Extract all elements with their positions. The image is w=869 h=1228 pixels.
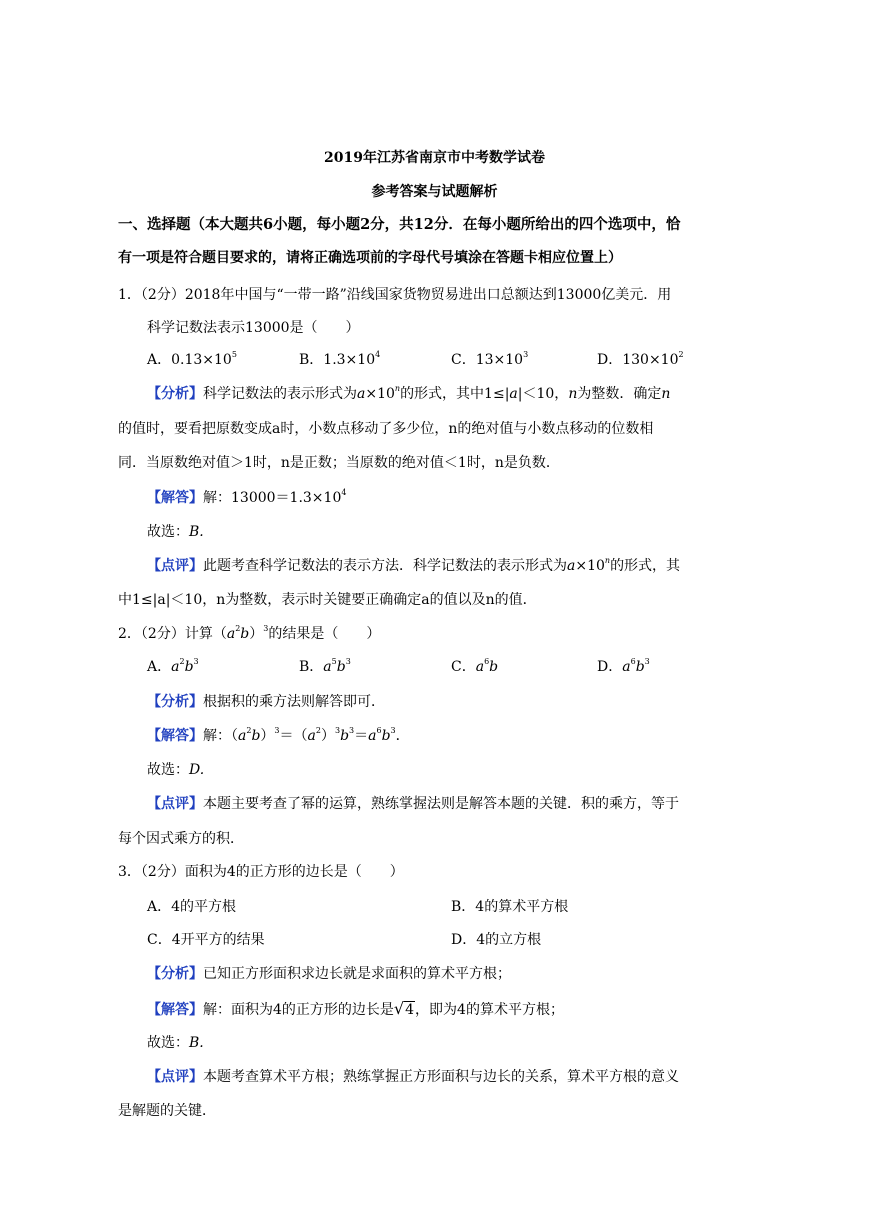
q1-option-c: C．$13\times 10^3$ — [451, 350, 529, 368]
q3-stem: 3．（2分）面积为4的正方形的边长是（ ） — [118, 864, 404, 880]
q1-choice: 故选：B. — [147, 524, 204, 540]
q1-analysis-line1: 【分析】科学记数法的表示形式为$a\times 10^n$的形式，其中1≤|a|＜10，n为整数．确定n — [147, 384, 671, 402]
analysis-tag: 【分析】 — [147, 694, 203, 710]
answer-tag: 【解答】 — [147, 728, 203, 744]
q3-option-d: D．4的立方根 — [451, 932, 542, 948]
q1-option-b: B．$1.3\times 10^4$ — [299, 350, 381, 368]
q2-option-a: A．$a^2b^3$ — [147, 657, 199, 675]
page-subtitle: 参考答案与试题解析 — [371, 184, 498, 200]
answer-tag: 【解答】 — [147, 490, 203, 506]
q1-stem-line2: 科学记数法表示13000是（ ） — [147, 320, 360, 336]
q2-comment-line2: 每个因式乘方的积． — [118, 831, 244, 847]
q1-comment-line2: 中1≤|a|＜10，n为整数，表示时关键要正确确定a的值以及n的值． — [118, 592, 537, 608]
q1-analysis-line3: 同．当原数绝对值＞1时，n是正数；当原数的绝对值＜1时，n是负数． — [118, 455, 560, 471]
q3-analysis: 【分析】已知正方形面积求边长就是求面积的算术平方根； — [147, 966, 511, 982]
q3-option-c: C．4开平方的结果 — [147, 932, 265, 948]
q1-option-d: D．$130\times 10^2$ — [597, 350, 684, 368]
q3-comment-line2: 是解题的关键． — [118, 1103, 216, 1119]
analysis-tag: 【分析】 — [147, 966, 203, 982]
q2-choice: 故选：D. — [147, 762, 205, 778]
comment-tag: 【点评】 — [147, 1069, 203, 1085]
q3-choice: 故选：B. — [147, 1035, 204, 1051]
page-title: 2019年江苏省南京市中考数学试卷 — [324, 150, 545, 166]
q3-comment-line1: 【点评】本题考查算术平方根；熟练掌握正方形面积与边长的关系，算术平方根的意义 — [147, 1069, 679, 1085]
analysis-tag: 【分析】 — [147, 386, 203, 402]
q2-option-b: B．$a^5b^3$ — [299, 657, 351, 675]
comment-tag: 【点评】 — [147, 558, 203, 574]
section-heading-line2: 有一项是符合题目要求的，请将正确选项前的字母代号填涂在答题卡相应位置上） — [118, 250, 622, 266]
section-heading-line1: 一、选择题（本大题共6小题，每小题2分，共12分．在每小题所给出的四个选项中，恰 — [118, 216, 681, 233]
q2-option-c: C．$a^6b$ — [451, 657, 499, 675]
q1-stem-line1: 1．（2分）2018年中国与“一带一路”沿线国家货物贸易进出口总额达到13000亿美元．用 — [118, 287, 672, 303]
comment-tag: 【点评】 — [147, 796, 203, 812]
q2-answer: 【解答】解：$(a^2b)^3=(a^2)^3b^3=a^6b^3$． — [147, 726, 410, 744]
q1-answer: 【解答】解：$13000=1.3\times 10^4$ — [147, 488, 347, 506]
q1-option-a: A．$0.13\times 10^5$ — [147, 350, 237, 368]
q2-stem: 2．（2分）计算$(a^2b)^3$的结果是（ ） — [118, 624, 381, 642]
answer-tag: 【解答】 — [147, 1002, 203, 1018]
q3-option-a: A．4的平方根 — [147, 899, 237, 915]
sqrt-symbol: √4 — [393, 999, 415, 1018]
q3-option-b: B．4的算术平方根 — [451, 899, 569, 915]
q3-answer: 【解答】解：面积为4的正方形的边长是√4，即为4的算术平方根； — [147, 999, 564, 1018]
q1-analysis-line2: 的值时，要看把原数变成a时，小数点移动了多少位，n的绝对值与小数点移动的位数相 — [118, 421, 654, 437]
q2-comment-line1: 【点评】本题主要考查了幂的运算，熟练掌握法则是解答本题的关键．积的乘方，等于 — [147, 796, 679, 812]
q2-analysis: 【分析】根据积的乘方法则解答即可． — [147, 694, 385, 710]
q2-option-d: D．$a^6b^3$ — [597, 657, 650, 675]
q1-comment-line1: 【点评】此题考查科学记数法的表示方法．科学记数法的表示形式为$a\times 10^n$的形式，其 — [147, 556, 681, 574]
